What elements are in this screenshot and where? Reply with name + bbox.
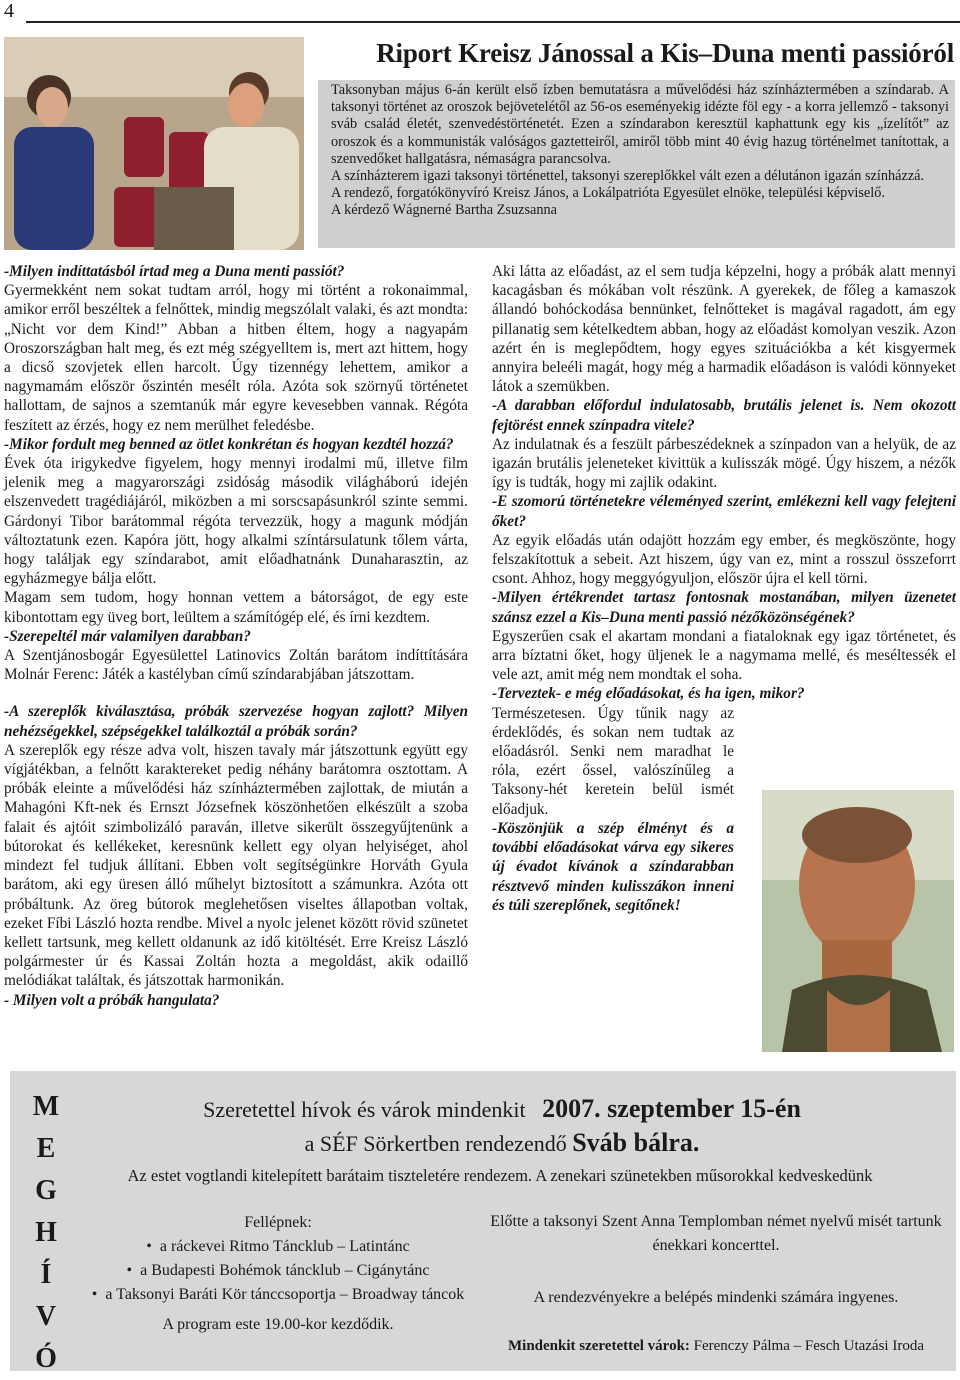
answer: Aki látta az előadást, az el sem tudja képzelni, hogy a próbák alatt mennyi kacagásban és mókában volt részünk. A gyerekek, de főleg a kamaszok állandó bohóckodása bennünket, felnőtteket is magával ragadott, ám egy pillanatig sem kételkedtem abban, hogy az előadást komolyan veszik. Azon azért én is meglepődtem, hogy egyes szituációkba a két kisgyermek annyira beleéli magát, hogy még a harmadik előadáson is valódi könnyeket látok a szemükben. — [492, 263, 956, 396]
question: -Szerepeltél már valamilyen darabban? — [4, 627, 251, 645]
intro-paragraph: Taksonyban május 6-án került első ízben bemutatásra a művelődési ház színháztermében a színdarab. A taksonyi történet az oroszok bejövetelétől az 56-os eseményekig idézte föl egy - a korra jellemző - taksonyi sváb család életét, szenvedéstörténetét. Ezen a színdarabon keresztül kaphattunk egy kis „ízelítőt” az oroszok és a kommunisták valóságos gaztetteiről, amiről több mint 40 évig hazug történelmet tanítottak, a szenvedőket hallgatásra, némaságra parancsolva. — [331, 82, 949, 167]
invitation-line-date — [112, 1094, 892, 1124]
heading-letter: Í — [40, 1259, 52, 1290]
portrait-photo — [762, 790, 954, 1052]
program-start: A program este 19.00-kor kezdődik. — [162, 1316, 394, 1333]
answer: Magam sem tudom, hogy honnan vettem a bátorságot, de egy este kibontottam egy üveg bort, leültem a számítógép elé, és írni kezdtem. — [4, 589, 468, 626]
performer-item: • a Budapesti Bohémok táncklub – Cigánytánc — [78, 1259, 478, 1283]
vertical-heading — [28, 1086, 64, 1380]
closing-names: Ferenczy Pálma – Fesch Utazási Iroda — [693, 1338, 924, 1354]
intro-box — [318, 80, 955, 248]
question: -A szereplők kiválasztása, próbák szervezése hogyan zajlott? Milyen nehézségekkel, szépségekkel találkoztál a próbák során? — [4, 703, 468, 740]
event-date: 2007. szeptember 15-én — [542, 1094, 801, 1123]
answer: Természetesen. Úgy tűnik nagy az érdeklődés, és sokan nem tudtak az előadásról. Senki nem maradhat le róla, ezért őssel, valószínűleg a Taksony-hét keretein belül ismét előadjuk. — [492, 704, 734, 818]
closing-wish: -Köszönjük a szép élményt és a további előadásokat várva egy sikeres új évadot kívánok a színdarabban résztvevő minden kulisszákon inneni és túli szereplőnek, segítőnek! — [492, 819, 734, 914]
left-column — [4, 262, 468, 1010]
answer: Az indulatnak és a feszült párbeszédeknek a színpadon van a helyük, de az igazán brutális jeleneteket kivittük a kulisszák mögé. Úgy hiszem, a nézők így is tudták, hogy mi zajlik odakint. — [492, 435, 956, 492]
page-number: 4 — [4, 0, 14, 22]
question: -E szomorú történetekre véleményed szerint, emlékezni kell vagy felejteni őket? — [492, 493, 956, 530]
spacer — [4, 684, 468, 702]
invitation-description: Az estet vogtlandi kitelepített barátaim tiszteletére rendezem. A zenekari szünetekben műsorokkal kedveskedünk — [127, 1166, 873, 1185]
answer: Gyermekként nem sokat tudtam arról, hogy mi történt a rokonaimmal, amikor erről beszéltek a felnőttek, mindig megszólalt valaki, és azt mondta: „Nicht vor dem Kind!” Abban a hitben éltem, hogy a nagyapám Oroszországban halt meg, és ezt még szégyelltem is, mert azt hittem, hogy a dicső szovjetek ellen harcolt. Úgy tizennégy lehettem, amikor a nagymamám először őszintén mesélt róla. Azóta sok szörnyű történetet hallottam, de sajnos a szemtanúk már egyre kevesebben vannak. Régóta feszített az érzés, hogy ez nem merülhet feledésbe. — [4, 282, 468, 434]
heading-letter: Ó — [35, 1343, 57, 1374]
article-title: Riport Kreisz Jánossal a Kis–Duna menti passióról — [376, 38, 954, 68]
interview-photo — [4, 37, 304, 250]
question: - Milyen volt a próbák hangulata? — [4, 991, 220, 1009]
heading-letter: M — [32, 1091, 60, 1122]
top-rule — [26, 21, 960, 23]
answer: Egyszerűen csak el akartam mondani a fiataloknak egy igaz történetet, és arra bíztatni őket, hogy üljenek le a nagymama mellé, és meséltessék el vele azt, amit még nem mondtak el soha. — [492, 627, 956, 684]
heading-letter: V — [35, 1301, 57, 1332]
question: -Milyen értékrendet tartasz fontosnak mostanában, milyen üzenetet szánsz ezzel a Kis–Duna menti passió nézőközönségének? — [492, 589, 956, 626]
answer: Évek óta irigykedve figyelem, hogy mennyi irodalmi mű, illetve film jelenik meg a magyarországi zsidóság második világháború idején elszenvedett tragédiájáról, miközben a mi sorscsapásunkról szinte semmi. Gárdonyi Tibor barátommal régóta tervezzük, hogy a magunk módján változtatunk ezen. Kapóra jött, hogy alkalmi színtársulatunk tőlem várta, hogy találjak egy színdarabot, amit előadhatnánk Dunaharasztin, az egyházmegye bálja előtt. — [4, 455, 468, 588]
performer-item: • a Taksonyi Baráti Kör tánccsoportja – Broadway táncok — [78, 1283, 478, 1307]
answer: A Szentjánosbogár Egyesülettel Latinovics Zoltán barátom indíttítására Molnár Ferenc: Játék a kastélyban című színdarabjában játszottam. — [4, 647, 468, 684]
answer: A szereplők egy része adva volt, hiszen tavaly már játszottunk együtt egy vígjátékban, a felnőtt karaktereket pedig néhány barátomra osztottam. A próbák eleinte a művelődési ház színháztermében zajlottak, de miután a Mahagóni Kft-nek és Ernszt Józsefnek köszönhetően elkészült a szoba falait és ajtóit szimbolizáló paraván, illetve sikerült összegyűjtenünk a bútorokat és kellékeket, keresnünk kellett egy olyan helyiséget, ahol mindezt fel tudjuk állítani. Ebben volt segítségünkre Horváth Gyula barátom, aki egy üresen álló műhelyt biztosított a számunkra. Azóta ott próbáltunk. Az öreg bútorok meglehetősen viseltes állapotban voltak, ezeket Fíbi László hozta rendbe. Mivel a nyolc jelenet között rövid szünetet kellett tartsunk, meg kellett oldanunk az idő kitöltését. Erre Kreisz László polgármester úr és Kassai Zoltán hozta a megoldást, akik odaillő melódiákat találtak, és játszottak harmonikán. — [4, 741, 468, 990]
closing-label: Mindenkit szeretettel várok: — [508, 1338, 690, 1354]
question: -Milyen indíttatásból írtad meg a Duna menti passiót? — [4, 263, 345, 280]
performers-list — [78, 1211, 478, 1337]
question: -A darabban előfordul indulatosabb, brutális jelenet is. Nem okozott fejtörést ennek színpadra vitele? — [492, 397, 956, 434]
heading-letter: G — [35, 1175, 57, 1206]
invitation-text: Szeretettel hívok és várok mindenkit — [203, 1097, 526, 1122]
question: -Mikor fordult meg benned az ötlet konkrétan és hogyan kezdtél hozzá? — [4, 435, 454, 453]
heading-letter: H — [35, 1217, 57, 1248]
performers-title: Fellépnek: — [244, 1214, 312, 1231]
invitation-text: a SÉF Sörkertben rendezendő — [304, 1131, 567, 1156]
invitation-closing — [486, 1338, 946, 1355]
question: -Terveztek- e még előadásokat, és ha igen, mikor? — [492, 685, 805, 703]
free-entry-note: A rendezvényekre a belépés mindenki számára ingyenes. — [533, 1289, 899, 1306]
invitation-line-event — [112, 1128, 892, 1158]
intro-paragraph: A színházterem igazi taksonyi történettel, taksonyi szereplőkkel vált ezen a délutánon igazán színházzá. — [331, 168, 925, 185]
intro-paragraph: A kérdező Wágnerné Bartha Zsuzsanna — [331, 202, 558, 219]
answer: Az egyik előadás után odajött hozzám egy ember, és megköszönte, hogy felszakítottuk a sebeit. Azt hiszem, úgy van ez, mint a rosszul összeforrt csont. Ahhoz, hogy meggyógyuljon, először újra el kell törni. — [492, 531, 956, 588]
event-name: Sváb bálra. — [572, 1128, 700, 1157]
heading-letter: E — [36, 1133, 56, 1164]
intro-paragraph: A rendező, forgatókönyvíró Kreisz János, a Lokálpatrióta Egyesület elnöke, települési képviselő. — [331, 185, 885, 202]
performer-item: • a ráckevei Ritmo Táncklub – Latintánc — [78, 1235, 478, 1259]
church-note: Előtte a taksonyi Szent Anna Templomban német nyelvű misét tartunk énekkari koncerttel. — [490, 1213, 942, 1254]
